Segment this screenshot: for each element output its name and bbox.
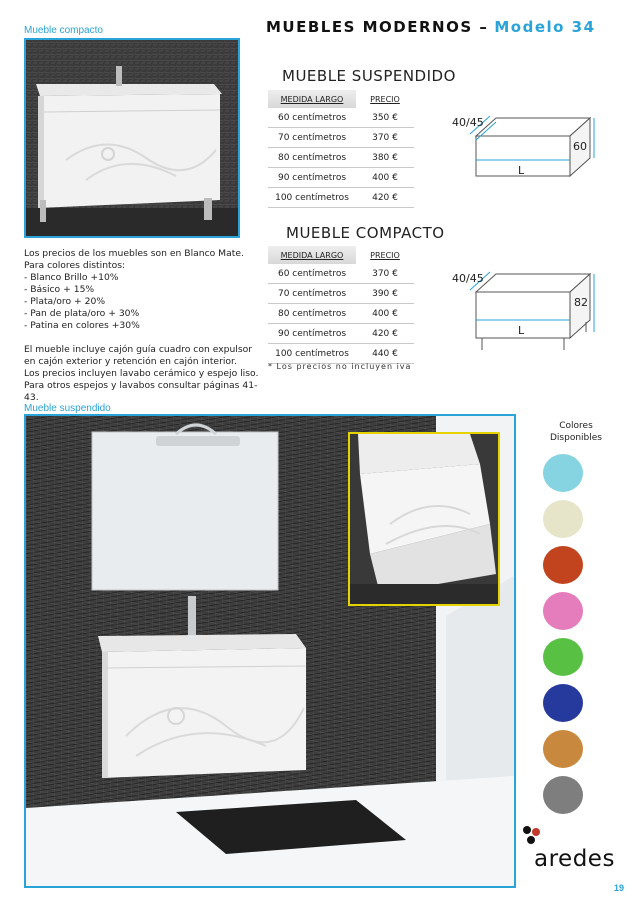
table-row bbox=[268, 344, 414, 364]
page-number: 19 bbox=[614, 883, 625, 893]
note-line: Para otros espejos y lavabos consultar páginas 41-43. bbox=[24, 380, 258, 403]
height-label: 82 bbox=[574, 296, 588, 309]
column-header-price: PRECIO bbox=[370, 94, 400, 104]
note-line: El mueble incluye cajón guía cuadro con expulsor bbox=[24, 344, 253, 355]
color-swatch[interactable] bbox=[543, 684, 583, 722]
size-cell: 100 centímetros bbox=[268, 188, 356, 208]
column-header-price: PRECIO bbox=[370, 250, 400, 260]
price-cell: 420 € bbox=[356, 324, 414, 344]
column-header-measure: MEDIDA LARGO bbox=[268, 246, 356, 264]
bottom-image-caption: Mueble suspendido bbox=[24, 403, 111, 414]
table-row bbox=[268, 128, 414, 148]
table-row bbox=[268, 108, 414, 128]
price-cell: 350 € bbox=[356, 108, 414, 128]
colors-title-line: Disponibles bbox=[550, 433, 602, 443]
price-cell: 400 € bbox=[356, 168, 414, 188]
size-cell: 60 centímetros bbox=[268, 264, 356, 284]
compact-cabinet-photo bbox=[24, 38, 240, 238]
note-line: Los precios de los muebles son en Blanco Mate. bbox=[24, 248, 244, 259]
length-label: L bbox=[518, 164, 525, 177]
compacto-heading: MUEBLE COMPACTO bbox=[286, 224, 445, 242]
drawer-detail-illustration bbox=[350, 434, 498, 604]
size-cell: 70 centímetros bbox=[268, 128, 356, 148]
note-line: Para colores distintos: bbox=[24, 260, 126, 271]
size-cell: 90 centímetros bbox=[268, 168, 356, 188]
size-cell: 80 centímetros bbox=[268, 304, 356, 324]
price-cell: 370 € bbox=[356, 264, 414, 284]
color-swatch[interactable] bbox=[543, 592, 583, 630]
price-cell: 380 € bbox=[356, 148, 414, 168]
color-swatch[interactable] bbox=[543, 638, 583, 676]
height-label: 60 bbox=[573, 140, 587, 153]
size-cell: 100 centímetros bbox=[268, 344, 356, 364]
compacto-dimension-diagram bbox=[440, 258, 610, 358]
table-row bbox=[268, 324, 414, 344]
size-cell: 90 centímetros bbox=[268, 324, 356, 344]
price-cell: 390 € bbox=[356, 284, 414, 304]
column-header-measure: MEDIDA LARGO bbox=[268, 90, 356, 108]
price-cell: 420 € bbox=[356, 188, 414, 208]
drawer-detail-inset bbox=[348, 432, 500, 606]
size-cell: 80 centímetros bbox=[268, 148, 356, 168]
brand-logo-icon bbox=[522, 824, 552, 846]
color-swatch[interactable] bbox=[543, 546, 583, 584]
brand-name: aredes bbox=[534, 846, 615, 872]
note-item: - Patina en colores +30% bbox=[24, 320, 140, 331]
compact-cabinet-illustration bbox=[26, 40, 238, 236]
color-swatch[interactable] bbox=[543, 500, 583, 538]
suspended-cabinet-photo bbox=[24, 414, 516, 888]
page-title bbox=[266, 18, 596, 36]
note-item: - Blanco Brillo +10% bbox=[24, 272, 119, 283]
table-row bbox=[268, 148, 414, 168]
depth-label: 40/45 bbox=[452, 272, 484, 285]
suspendido-price-table bbox=[268, 90, 414, 208]
title-model: Modelo 34 bbox=[494, 18, 596, 36]
depth-label: 40/45 bbox=[452, 116, 484, 129]
pricing-notes bbox=[24, 248, 264, 404]
compacto-price-table bbox=[268, 246, 414, 364]
title-main: MUEBLES MODERNOS – bbox=[266, 18, 489, 36]
note-item: - Plata/oro + 20% bbox=[24, 296, 106, 307]
size-cell: 70 centímetros bbox=[268, 284, 356, 304]
iva-note: * Los precios no incluyen iva bbox=[268, 362, 412, 371]
top-image-caption: Mueble compacto bbox=[24, 25, 103, 36]
color-swatch[interactable] bbox=[543, 730, 583, 768]
note-item: - Pan de plata/oro + 30% bbox=[24, 308, 140, 319]
size-cell: 60 centímetros bbox=[268, 108, 356, 128]
table-row bbox=[268, 168, 414, 188]
colors-title bbox=[536, 420, 616, 444]
table-row bbox=[268, 264, 414, 284]
color-swatch[interactable] bbox=[543, 454, 583, 492]
note-line: Los precios incluyen lavabo cerámico y espejo liso. bbox=[24, 368, 259, 379]
length-label: L bbox=[518, 324, 525, 337]
colors-title-line: Colores bbox=[559, 421, 593, 431]
color-swatch[interactable] bbox=[543, 776, 583, 814]
price-cell: 400 € bbox=[356, 304, 414, 324]
note-line: en cajón exterior y retención en cajón interior. bbox=[24, 356, 237, 367]
table-row bbox=[268, 284, 414, 304]
price-cell: 440 € bbox=[356, 344, 414, 364]
price-cell: 370 € bbox=[356, 128, 414, 148]
suspendido-dimension-diagram bbox=[440, 96, 610, 192]
suspendido-heading: MUEBLE SUSPENDIDO bbox=[282, 67, 456, 85]
note-item: - Básico + 15% bbox=[24, 284, 95, 295]
table-row bbox=[268, 304, 414, 324]
table-row bbox=[268, 188, 414, 208]
